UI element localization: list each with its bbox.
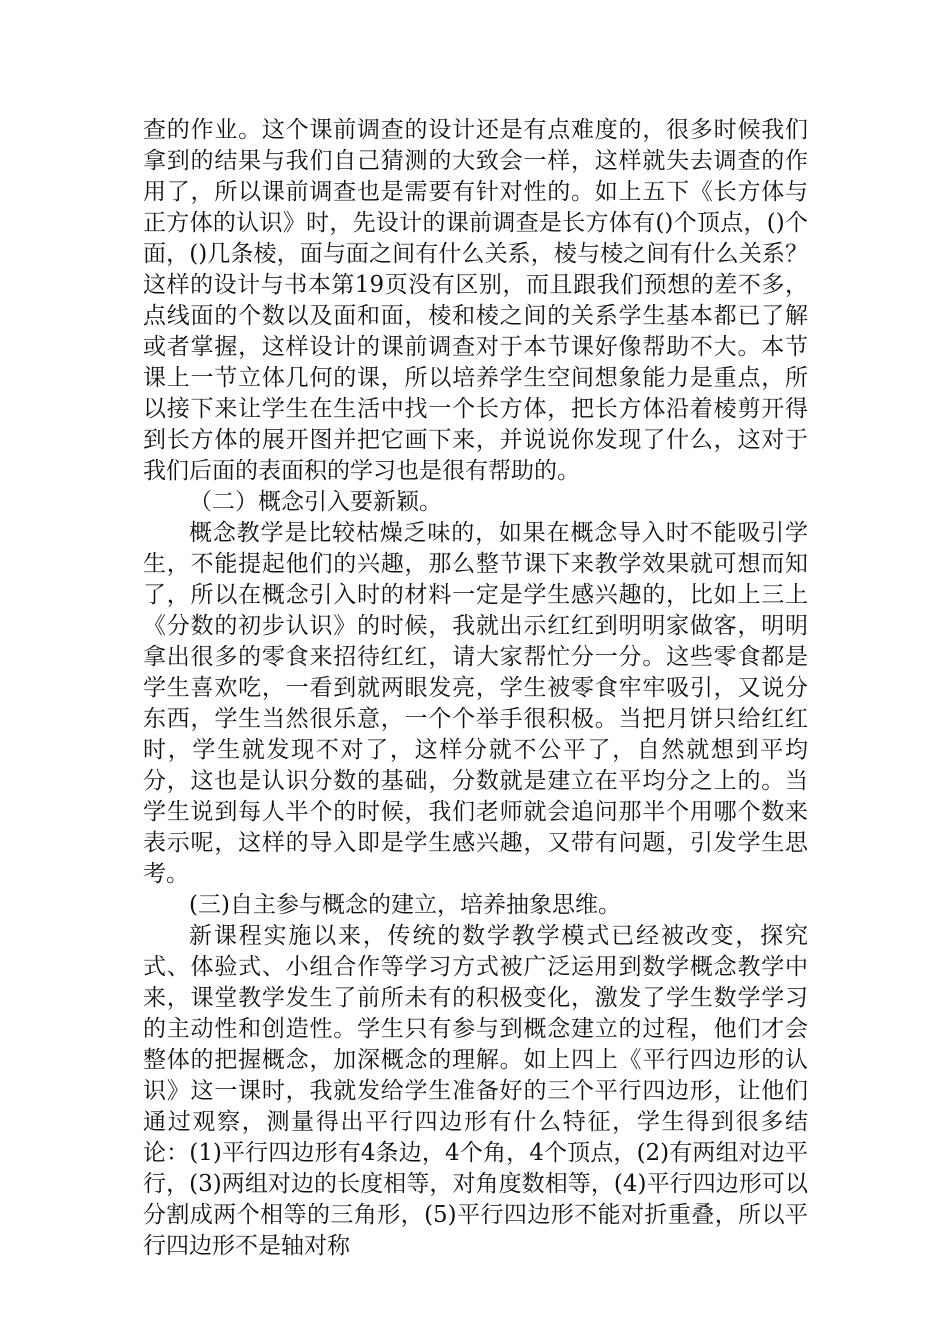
body-paragraph-3: 新课程实施以来，传统的数学教学模式已经被改变，探究式、体验式、小组合作等学习方式被广泛运用到数学概念教学中来，课堂教学发生了前所未有的积极变化，激发了学生数学学习的主动性和创造性。学生只有参与到概念建立的过程，他们才会整体的把握概念，加深概念的理解。如上四上《平行四边形的认识》这一课时，我就发给学生准备好的三个平行四边形，让他们通过观察，测量得出平行四边形有什么特征，学生得到很多结论：(1)平行四边形有4条边，4个角，4个顶点，(2)有两组对边平行，(3)两组对边的长度相等，对角度数相等，(4)平行四边形可以分割成两个相等的三角形，(5)平行四边形不能对折重叠，所以平行四边形不是轴对称 (143, 923, 808, 1259)
section-heading-3: (三)自主参与概念的建立，培养抽象思维。 (189, 892, 621, 918)
body-paragraph-2: 概念教学是比较枯燥乏味的，如果在概念导入时不能吸引学生，不能提起他们的兴趣，那么整节课下来教学效果就可想而知了，所以在概念引入时的材料一定是学生感兴趣的，比如上三上《分数的初步认识》的时候，我就出示红红到明明家做客，明明拿出很多的零食来招待红红，请大家帮忙分一分。这些零食都是学生喜欢吃，一看到就两眼发亮，学生被零食牢牢吸引，又说分东西，学生当然很乐意，一个个举手很积极。当把月饼只给红红时，学生就发现不对了，这样分就不公平了，自然就想到平均分，这也是认识分数的基础，分数就是建立在平均分之上的。当学生说到每人半个的时候，我们老师就会追问那半个用哪个数来表示呢，这样的导入即是学生感兴趣，又带有问题，引发学生思考。 (143, 520, 808, 887)
document-page (143, 115, 808, 1262)
section-heading-2: （二）概念引入要新颖。 (189, 489, 442, 515)
body-paragraph-1: 查的作业。这个课前调查的设计还是有点难度的，很多时候我们拿到的结果与我们自己猜测的大致会一样，这样就失去调查的作用了，所以课前调查也是需要有针对性的。如上五下《长方体与正方体的认识》时，先设计的课前调查是长方体有()个顶点，()个面，()几条棱，面与面之间有什么关系，棱与棱之间有什么关系？这样的设计与书本第19页没有区别，而且跟我们预想的差不多，点线面的个数以及面和面，棱和棱之间的关系学生基本都已了解或者掌握，这样设计的课前调查对于本节课好像帮助不大。本节课上一节立体几何的课，所以培养学生空间想象能力是重点，所以接下来让学生在生活中找一个长方体，把长方体沿着棱剪开得到长方体的展开图并把它画下来，并说说你发现了什么，这对于我们后面的表面积的学习也是很有帮助的。 (143, 117, 808, 484)
